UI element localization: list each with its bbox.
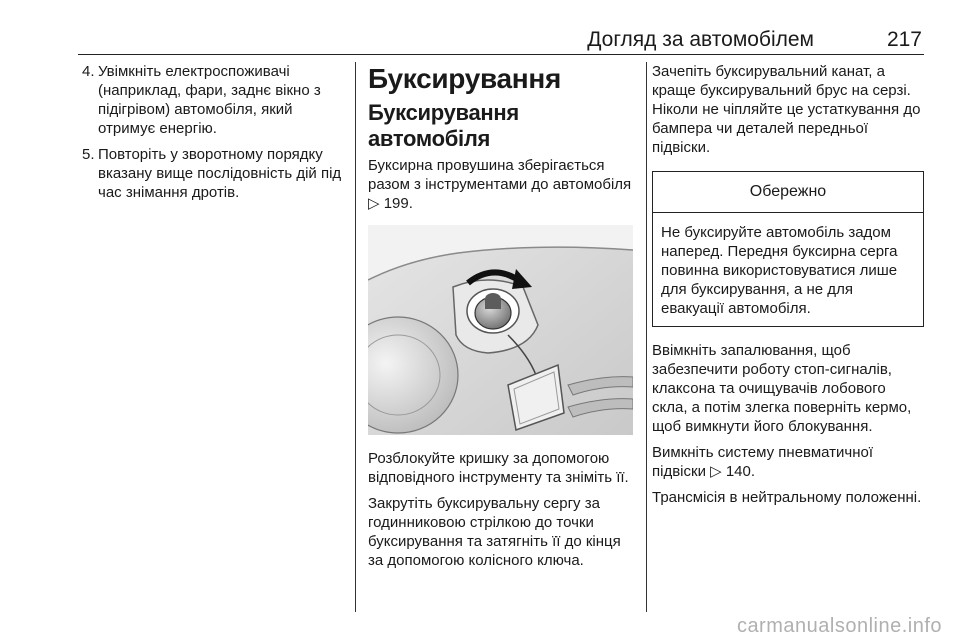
section-title: Буксирування	[368, 63, 562, 94]
column-1	[78, 62, 346, 209]
intro-paragraph	[368, 156, 634, 213]
column-divider-right	[646, 62, 647, 612]
suspension-ref-page: 140.	[725, 463, 756, 480]
page-header	[78, 28, 924, 55]
unlock-cover-paragraph: Розблокуйте кришку за допомогою відповідного інструменту та зніміть її.	[368, 450, 629, 486]
towing-eye-drawing	[368, 225, 633, 435]
intro-ref-page: 199.	[383, 195, 413, 212]
header-title: Догляд за автомобілем	[587, 28, 814, 51]
suspension-paragraph	[652, 443, 924, 481]
subsection-title: Буксирування автомобіля	[368, 100, 519, 151]
ignition-paragraph: Ввімкніть запалювання, щоб забезпечити роботу стоп-сигналів, клаксона та очищувачів лобового скла, а потім злегка поверніть кермо, щоб вимкнути його блокування.	[652, 342, 912, 435]
towing-eye-illustration	[368, 225, 633, 435]
arrow-reference-icon: ▷	[710, 463, 722, 480]
column-divider-left	[355, 62, 356, 612]
step-number: 4.	[82, 63, 95, 80]
step-number: 5.	[82, 146, 95, 163]
step-item	[78, 62, 346, 138]
caution-text: Не буксируйте автомобіль задом наперед. Передня буксирна серга повинна використовуватися лише для буксирування, а не для евакуації автомобіля.	[661, 224, 898, 317]
step-item	[78, 145, 346, 202]
step-text: Повторіть у зворотному порядку вказану вище послідовність дій під час знімання дротів.	[98, 146, 342, 201]
caution-title: Обережно	[653, 172, 923, 213]
suspension-text: Вимкніть систему пневматичної підвіски	[652, 444, 874, 480]
column-3	[652, 62, 924, 514]
step-text: Увімкніть електроспоживачі (наприклад, фари, заднє вікно з підігрівом) автомобіля, який отримує енергію.	[98, 63, 321, 137]
screw-eye-paragraph: Закрутіть буксирувальну сергу за годинниковою стрілкою до точки буксирування та затягніть її до кінця за допомогою колісного ключа.	[368, 495, 621, 569]
column-2	[368, 62, 634, 577]
attach-rope-paragraph: Зачепіть буксирувальний канат, а краще буксирувальний брус на серзі. Ніколи не чіпляйте це устаткування до бампера чи деталей передньої підвіски.	[652, 63, 921, 156]
intro-text: Буксирна провушина зберігається разом з інструментами до автомобіля	[368, 157, 632, 193]
page-number: 217	[886, 28, 922, 51]
caution-box	[652, 171, 924, 327]
arrow-reference-icon: ▷	[368, 195, 380, 212]
watermark: carmanualsonline.info	[736, 615, 942, 637]
jump-start-steps	[78, 62, 346, 202]
transmission-paragraph: Трансмісія в нейтральному положенні.	[652, 489, 922, 506]
